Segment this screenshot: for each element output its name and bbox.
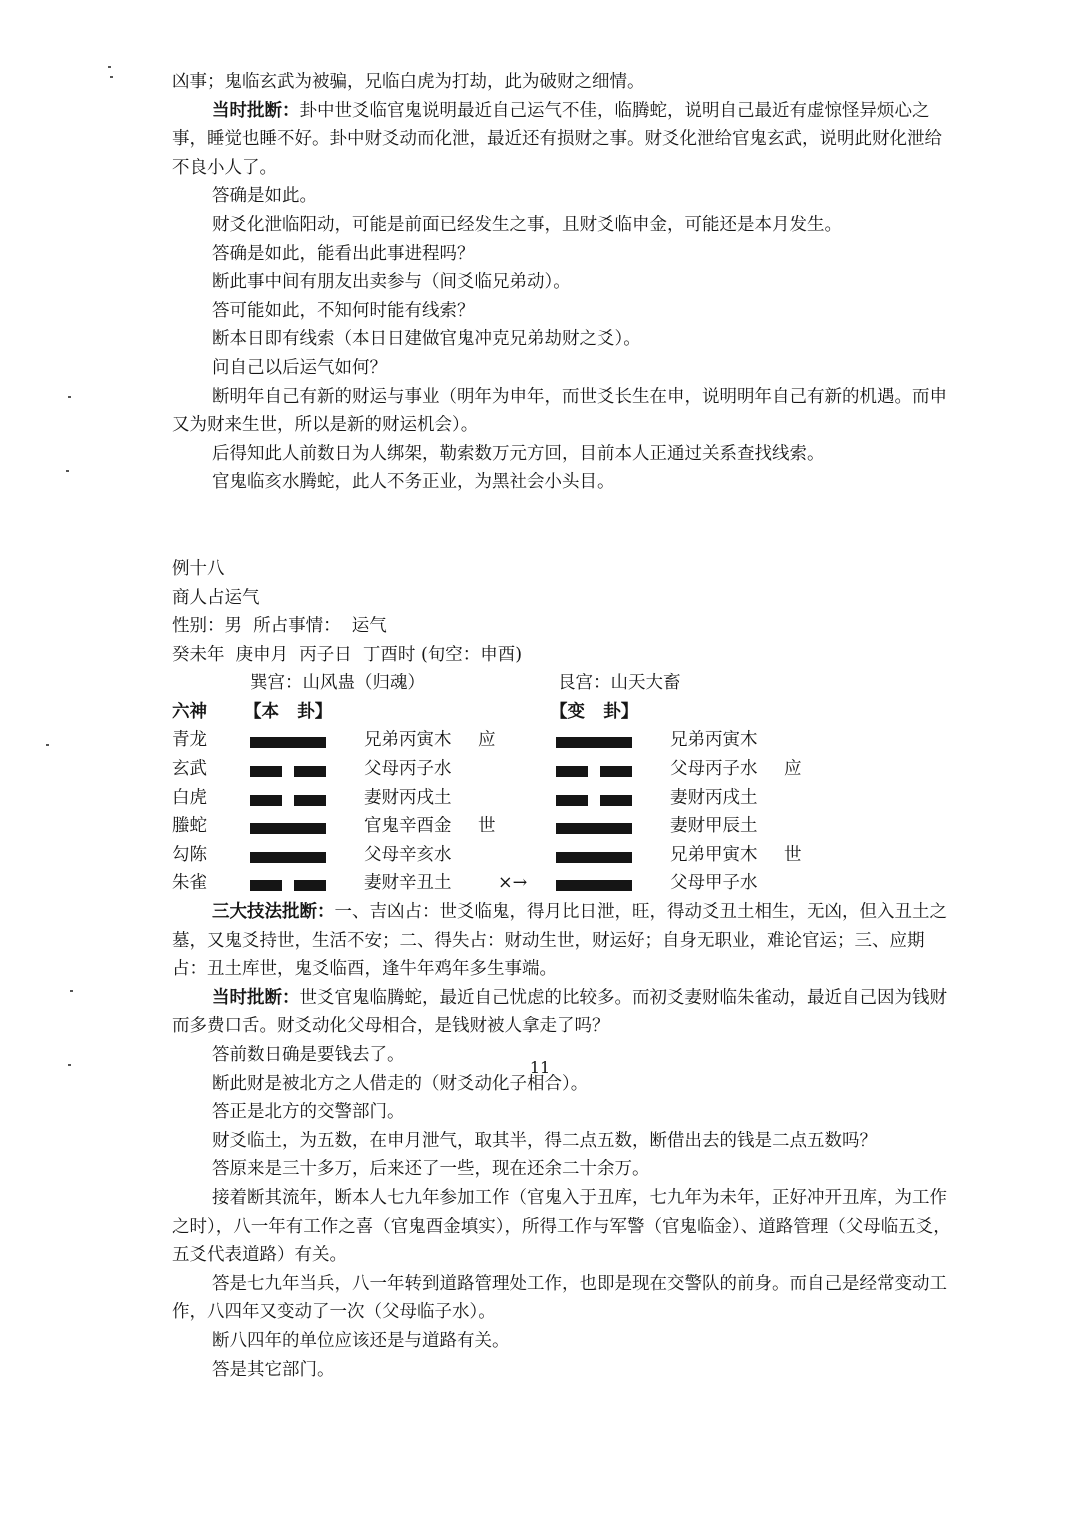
hexagram-row: [172, 784, 952, 813]
main-line-text: 官鬼辛酉金: [364, 816, 452, 837]
paragraph-text: 官鬼临亥水腾蛇，此人不务正业，为黑社会小头目。: [212, 472, 615, 493]
main-line-mark: 应: [478, 730, 496, 751]
paragraph-text: 卦中世爻临官鬼说明最近自己运气不佳，临腾蛇，说明自己最近有虚惊怪异烦心之事，睡觉也睡不好。卦中财爻动而化泄，最近还有损财之事。财爻化泄给官鬼玄武，说明此财化泄给不良小人了。: [172, 100, 942, 178]
page-body: [172, 68, 952, 1384]
six-god-name: 朱雀: [172, 873, 207, 894]
yang-line-changed: [556, 880, 632, 891]
scan-mark: [70, 990, 73, 992]
six-god-name: 青龙: [172, 730, 207, 751]
paragraph-text: 断八四年的单位应该还是与道路有关。: [212, 1330, 510, 1351]
changed-line-text: 兄弟甲寅木: [670, 844, 758, 865]
yang-line-changed: [556, 737, 632, 748]
palace-header: [172, 669, 952, 698]
paragraph: [172, 240, 952, 269]
paragraph-text: 凶事；鬼临玄武为被骗，兄临白虎为打劫，此为破财之细情。: [172, 72, 645, 92]
paragraph: [172, 68, 952, 97]
paragraph-text: 后得知此人前数日为人绑架，勒索数万元方回，目前本人正通过关系查找线索。: [212, 443, 825, 464]
yin-line-main: [250, 766, 326, 777]
main-line-text: 妻财丙戌土: [364, 787, 452, 808]
paragraph-lead: 当时批断：: [212, 100, 300, 121]
paragraph-text: 问自己以后运气如何？: [212, 357, 387, 378]
hexagram-row: [172, 841, 952, 870]
changed-line-text: 兄弟丙寅木: [670, 730, 758, 751]
date-line: 癸未年 庚申月 丙子日 丁酉时 (旬空：申酉): [172, 644, 523, 665]
paragraph-text: 接着断其流年，断本人七九年参加工作（官鬼入于丑库，七九年为未年，正好冲开丑库，为工作之时），八一年有工作之喜（官鬼酉金填实），所得工作与军警（官鬼临金）、道路管理（父母临五爻，五爻代表道路）有关。: [172, 1187, 951, 1266]
paragraph-text: 财爻临土，为五数，在申月泄气，取其半，得二点五数，断借出去的钱是二点五数吗？: [212, 1130, 877, 1151]
page-number: 11: [529, 1058, 551, 1077]
paragraph: [172, 211, 952, 240]
changed-line-text: 妻财丙戌土: [670, 787, 758, 808]
changed-line-text: 妻财甲辰土: [670, 816, 758, 837]
paragraph-text: 世爻官鬼临腾蛇，最近自己忧虑的比较多。而初爻妻财临朱雀动，最近自己因为钱财而多费口舌。财爻动化父母相合，是钱财被人拿走了吗？: [172, 987, 947, 1037]
moving-line-marker: ×→: [498, 873, 528, 894]
paragraph: [172, 898, 952, 984]
paragraph: [172, 440, 952, 469]
paragraph: [172, 182, 952, 211]
main-line-text: 父母辛亥水: [364, 844, 452, 865]
palace-changed: 艮宫：山天大畜: [558, 673, 681, 694]
yang-line-main: [250, 823, 326, 834]
paragraph: [172, 1327, 952, 1356]
main-line-text: 父母丙子水: [364, 759, 452, 780]
changed-line-text: 父母丙子水: [670, 759, 758, 780]
scan-mark: [110, 76, 113, 78]
col-six-gods: 六神: [172, 701, 207, 722]
paragraph: [172, 297, 952, 326]
top-paragraphs: [172, 68, 952, 497]
palace-main: 巽宫：山风蛊（归魂）: [250, 673, 425, 694]
yang-line-main: [250, 737, 326, 748]
paragraph-lead: 三大技法批断：: [212, 902, 335, 923]
paragraph: [172, 1184, 952, 1270]
paragraph: [172, 1356, 952, 1385]
paragraph: [172, 984, 952, 1041]
six-god-name: 螣蛇: [172, 816, 207, 837]
col-main: 【本 卦】: [244, 701, 333, 722]
paragraph-text: 答确是如此。: [212, 186, 317, 207]
scan-mark: [68, 396, 71, 398]
paragraph: [172, 1098, 952, 1127]
changed-line-text: 父母甲子水: [670, 873, 758, 894]
paragraph-lead: 当时批断：: [212, 987, 300, 1008]
bottom-paragraphs: [172, 898, 952, 1384]
paragraph-text: 答是其它部门。: [212, 1359, 335, 1380]
paragraph: [172, 325, 952, 354]
paragraph: [172, 468, 952, 497]
scan-mark: [66, 470, 69, 472]
main-line-text: 妻财辛丑土: [364, 873, 452, 894]
yang-line-changed: [556, 852, 632, 863]
yin-line-main: [250, 880, 326, 891]
paragraph: [172, 354, 952, 383]
paragraph: [172, 1270, 952, 1327]
yin-line-changed: [556, 795, 632, 806]
paragraph-text: 答可能如此，不知何时能有线索？: [212, 300, 475, 321]
paragraph-text: 断此财是被北方之人借走的（财爻动化子相合）。: [212, 1073, 589, 1094]
col-changed: 【变 卦】: [550, 701, 639, 722]
hexagram-row: [172, 869, 952, 898]
paragraph-text: 断明年自己有新的财运与事业（明年为申年，而世爻长生在申，说明明年自己有新的机遇。而申又为财来生世，所以是新的财运机会）。: [172, 386, 947, 436]
six-god-name: 勾陈: [172, 844, 207, 865]
scan-mark: [108, 66, 111, 68]
paragraph: [172, 97, 952, 183]
six-god-name: 玄武: [172, 759, 207, 780]
hexagram-row: [172, 726, 952, 755]
paragraph: [172, 383, 952, 440]
gender-line: 性别：男 所占事情： 运气: [172, 616, 387, 637]
example-title: 例十八: [172, 558, 225, 579]
paragraph-text: 财爻化泄临阳动，可能是前面已经发生之事，且财爻临申金，可能还是本月发生。: [212, 214, 842, 235]
section-gap: [172, 497, 952, 555]
paragraph-text: 断本日即有线索（本日日建做官鬼冲克兄弟劫财之爻）。: [212, 329, 641, 350]
yang-line-changed: [556, 823, 632, 834]
paragraph-text: 答是七九年当兵，八一年转到道路管理处工作，也即是现在交警队的前身。而自己是经常变动工作，八四年又变动了一次（父母临子水）。: [172, 1273, 947, 1323]
paragraph-text: 断此事中间有朋友出卖参与（间爻临兄弟动）。: [212, 272, 571, 293]
hexagram-row: [172, 812, 952, 841]
yin-line-main: [250, 795, 326, 806]
changed-line-mark: 应: [784, 759, 802, 780]
scan-mark: [46, 744, 49, 746]
paragraph-text: 答原来是三十多万，后来还了一些，现在还余二十余万。: [212, 1159, 650, 1180]
example-subject: 商人占运气: [172, 587, 260, 608]
paragraph: [172, 1127, 952, 1156]
main-line-mark: 世: [478, 816, 496, 837]
hexagram-row: [172, 755, 952, 784]
paragraph-text: 答前数日确是要钱去了。: [212, 1045, 405, 1065]
paragraph: [172, 268, 952, 297]
paragraph-text: 一、吉凶占：世爻临鬼，得月比日泄，旺，得动爻丑土相生，无凶，但入丑土之墓，又鬼爻持世，生活不安；二、得失占：财动生世，财运好；自身无职业，难论官运；三、应期占：丑土库世，鬼爻临酉，逢牛年鸡年多生事端。: [172, 902, 947, 980]
hexagram-table: [172, 726, 952, 898]
hexagram-column-header: [172, 698, 952, 727]
paragraph-text: 答正是北方的交警部门。: [212, 1102, 405, 1123]
paragraph: [172, 1155, 952, 1184]
yang-line-main: [250, 852, 326, 863]
six-god-name: 白虎: [172, 787, 207, 808]
changed-line-mark: 世: [784, 844, 802, 865]
main-line-text: 兄弟丙寅木: [364, 730, 452, 751]
yin-line-changed: [556, 766, 632, 777]
paragraph-text: 答确是如此，能看出此事进程吗？: [212, 243, 475, 264]
